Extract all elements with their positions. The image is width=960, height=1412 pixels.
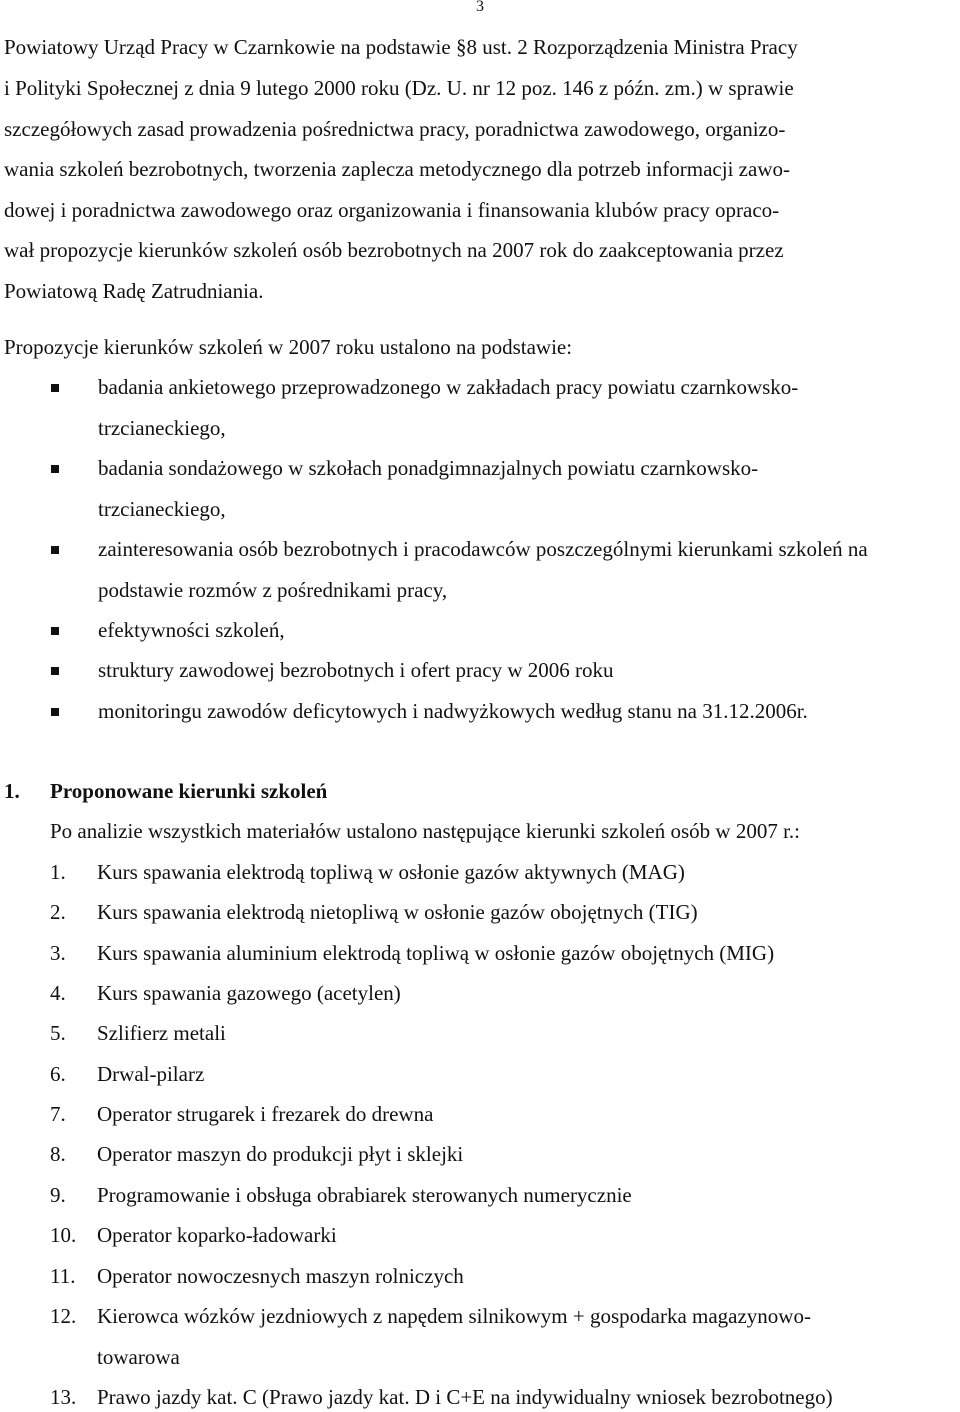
square-bullet-icon xyxy=(51,546,59,554)
intro-paragraph-line: wał propozycje kierunków szkoleń osób bezrobotnych na 2007 rok do zaakceptowania przez xyxy=(4,238,784,262)
course-item: Operator strugarek i frezarek do drewna xyxy=(97,1102,434,1126)
course-item-continuation: towarowa xyxy=(97,1345,180,1369)
course-item: Drwal-pilarz xyxy=(97,1062,205,1086)
intro-paragraph-line: szczegółowych zasad prowadzenia pośrednictwa pracy, poradnictwa zawodowego, organizo- xyxy=(4,117,786,141)
course-number: 8. xyxy=(50,1142,66,1166)
course-number: 3. xyxy=(50,941,66,965)
section-number: 1. xyxy=(4,779,20,803)
course-item: Operator koparko-ładowarki xyxy=(97,1223,337,1247)
square-bullet-icon xyxy=(51,627,59,635)
basis-item-line: podstawie rozmów z pośrednikami pracy, xyxy=(98,578,448,602)
course-item: Kurs spawania elektrodą nietopliwą w osłonie gazów obojętnych (TIG) xyxy=(97,900,698,924)
section-intro: Po analizie wszystkich materiałów ustalono następujące kierunki szkoleń osób w 2007 r.: xyxy=(50,819,800,843)
basis-item-line: badania sondażowego w szkołach ponadgimnazjalnych powiatu czarnkowsko- xyxy=(98,456,759,480)
page-number: 3 xyxy=(476,0,484,15)
square-bullet-icon xyxy=(51,465,59,473)
square-bullet-icon xyxy=(51,667,59,675)
course-number: 7. xyxy=(50,1102,66,1126)
course-number: 4. xyxy=(50,981,66,1005)
section-title: Proponowane kierunki szkoleń xyxy=(50,779,328,803)
basis-item-line: badania ankietowego przeprowadzonego w zakładach pracy powiatu czarnkowsko- xyxy=(98,375,799,399)
intro-paragraph-line: dowej i poradnictwa zawodowego oraz organizowania i finansowania klubów pracy opraco- xyxy=(4,198,780,222)
course-number: 11. xyxy=(50,1264,76,1288)
course-number: 12. xyxy=(50,1304,77,1328)
course-number: 5. xyxy=(50,1021,66,1045)
course-item: Operator nowoczesnych maszyn rolniczych xyxy=(97,1264,464,1288)
course-item: Kurs spawania elektrodą topliwą w osłonie gazów aktywnych (MAG) xyxy=(97,860,685,884)
basis-item-line: trzcianeckiego, xyxy=(98,416,226,440)
course-item: Kurs spawania gazowego (acetylen) xyxy=(97,981,401,1005)
course-item: Kurs spawania aluminium elektrodą topliwą w osłonie gazów obojętnych (MIG) xyxy=(97,941,775,965)
basis-heading: Propozycje kierunków szkoleń w 2007 roku ustalono na podstawie: xyxy=(4,335,573,359)
course-number: 1. xyxy=(50,860,66,884)
basis-item-line: zainteresowania osób bezrobotnych i pracodawców poszczególnymi kierunkami szkoleń na xyxy=(98,537,868,561)
course-number: 9. xyxy=(50,1183,66,1207)
course-number: 2. xyxy=(50,900,66,924)
course-item: Programowanie i obsługa obrabiarek sterowanych numerycznie xyxy=(97,1183,632,1207)
course-number: 10. xyxy=(50,1223,77,1247)
course-item: Operator maszyn do produkcji płyt i sklejki xyxy=(97,1142,464,1166)
square-bullet-icon xyxy=(51,708,59,716)
course-item: Szlifierz metali xyxy=(97,1021,226,1045)
square-bullet-icon xyxy=(51,384,59,392)
course-number: 13. xyxy=(50,1385,77,1409)
course-number: 6. xyxy=(50,1062,66,1086)
intro-paragraph-line: Powiatowy Urząd Pracy w Czarnkowie na podstawie §8 ust. 2 Rozporządzenia Ministra Pracy xyxy=(4,35,798,59)
course-item: Kierowca wózków jezdniowych z napędem silnikowym + gospodarka magazynowo- xyxy=(97,1304,811,1328)
intro-paragraph-line: i Polityki Społecznej z dnia 9 lutego 2000 roku (Dz. U. nr 12 poz. 146 z późn. zm.) w sprawie xyxy=(4,76,794,100)
intro-paragraph-line: Powiatową Radę Zatrudniania. xyxy=(4,279,264,303)
basis-item-line: struktury zawodowej bezrobotnych i ofert pracy w 2006 roku xyxy=(98,658,614,682)
intro-paragraph-line: wania szkoleń bezrobotnych, tworzenia zaplecza metodycznego dla potrzeb informacji zawo- xyxy=(4,157,790,181)
basis-item-line: trzcianeckiego, xyxy=(98,497,226,521)
course-item: Prawo jazdy kat. C (Prawo jazdy kat. D i C+E na indywidualny wniosek bezrobotnego) xyxy=(97,1385,833,1409)
basis-item-line: monitoringu zawodów deficytowych i nadwyżkowych według stanu na 31.12.2006r. xyxy=(98,699,808,723)
basis-item-line: efektywności szkoleń, xyxy=(98,618,285,642)
